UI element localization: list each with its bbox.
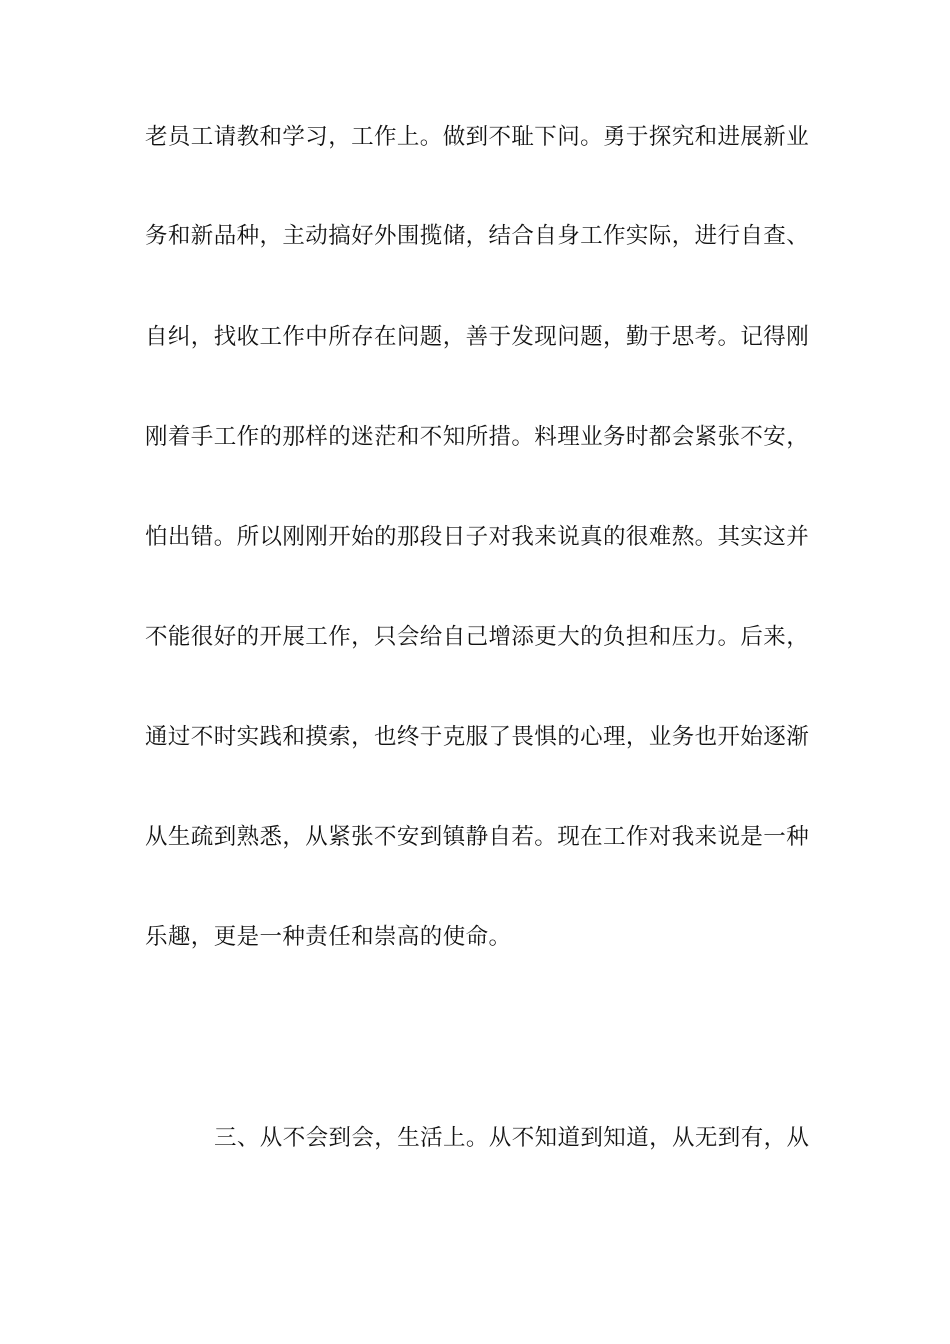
text-line: 自纠，找收工作中所存在问题，善于发现问题，勤于思考。记得刚 [145, 324, 810, 350]
text-line: 老员工请教和学习，工作上。做到不耻下问。勇于探究和进展新业 [145, 124, 810, 150]
text-line: 不能很好的开展工作，只会给自己增添更大的负担和压力。后来， [145, 624, 810, 650]
text-line: 刚着手工作的那样的迷茫和不知所措。料理业务时都会紧张不安， [145, 424, 810, 450]
text-line: 乐趣，更是一种责任和崇高的使命。 [145, 924, 512, 950]
section-heading-line: 三、从不会到会，生活上。从不知道到知道，从无到有，从 [214, 1125, 810, 1151]
text-line: 通过不时实践和摸索，也终于克服了畏惧的心理，业务也开始逐渐 [145, 724, 810, 750]
text-line: 从生疏到熟悉，从紧张不安到镇静自若。现在工作对我来说是一种 [145, 824, 810, 850]
text-line: 务和新品种，主动搞好外围揽储，结合自身工作实际，进行自查、 [145, 223, 810, 249]
text-line: 怕出错。所以刚刚开始的那段日子对我来说真的很难熬。其实这并 [145, 524, 810, 550]
